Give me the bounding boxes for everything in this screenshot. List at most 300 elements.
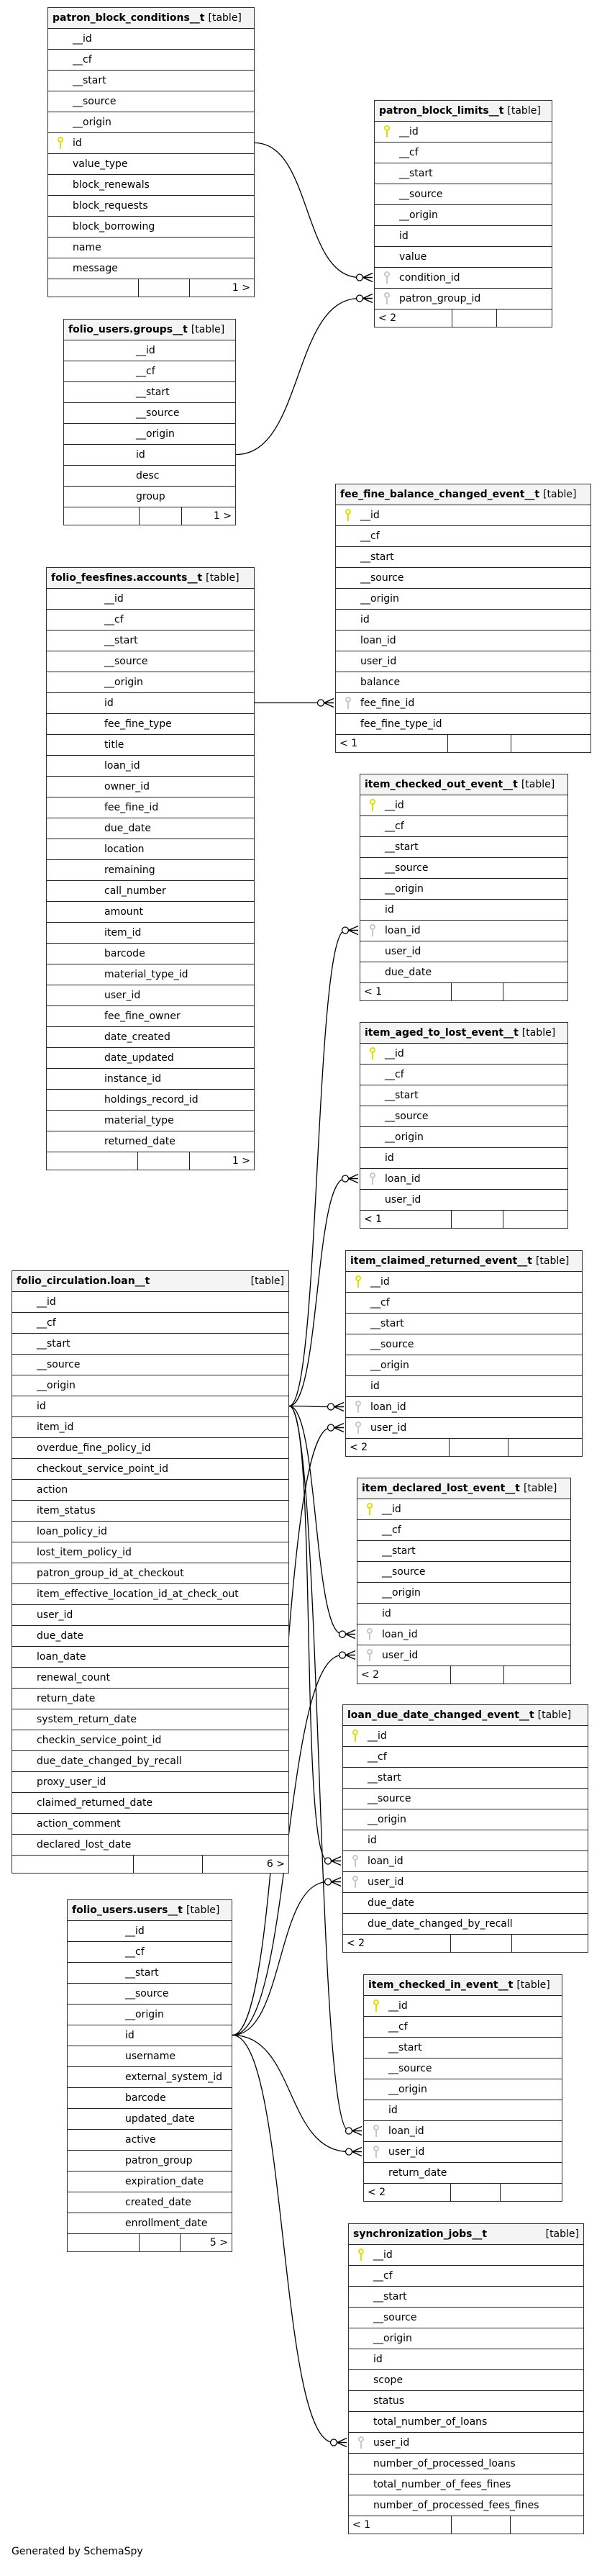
parents-count[interactable]: < 2 (357, 1666, 451, 1684)
children-count[interactable] (508, 1439, 582, 1456)
table-type-label: [table] (537, 1709, 572, 1721)
table-type-label: [table] (191, 324, 225, 335)
column-row[interactable] (343, 1914, 588, 1935)
column-name: loan_id (360, 635, 396, 646)
column-row[interactable] (343, 1830, 588, 1851)
column-name: __start (399, 168, 433, 179)
column-row[interactable] (47, 777, 254, 797)
column-row[interactable] (375, 122, 552, 143)
footer-spacer (452, 1211, 503, 1228)
column-name: remaining (104, 864, 155, 876)
column-row[interactable] (47, 631, 254, 651)
column-name: total_number_of_fees_fines (373, 2479, 511, 2490)
column-row[interactable] (375, 163, 552, 184)
children-count[interactable] (504, 1666, 570, 1684)
column-row[interactable] (336, 505, 590, 526)
column-name: id (382, 1608, 391, 1619)
table-header[interactable] (349, 2224, 583, 2245)
column-row[interactable] (336, 651, 590, 672)
column-row[interactable] (364, 1996, 562, 2017)
column-name: item_id (37, 1422, 74, 1433)
children-count[interactable]: 5 > (209, 2237, 228, 2249)
column-row[interactable] (47, 714, 254, 735)
column-row[interactable] (64, 487, 235, 507)
column-row[interactable] (12, 1751, 288, 1772)
parents-count[interactable] (48, 279, 139, 297)
table-header[interactable] (360, 774, 567, 795)
column-row[interactable] (349, 2475, 583, 2495)
column-row[interactable] (349, 2349, 583, 2370)
column-name: __start (37, 1338, 70, 1350)
column-row[interactable] (336, 526, 590, 547)
column-name: due_date_changed_by_recall (368, 1918, 513, 1930)
column-row[interactable] (346, 1376, 582, 1397)
column-row[interactable] (47, 1131, 254, 1152)
parents-count[interactable]: < 2 (343, 1935, 451, 1952)
column-row[interactable] (375, 289, 552, 309)
column-row[interactable] (47, 818, 254, 839)
column-row[interactable] (68, 1984, 232, 2005)
column-row[interactable] (47, 610, 254, 631)
children-count[interactable]: 1 > (232, 1155, 250, 1167)
column-row[interactable] (357, 1583, 570, 1604)
column-row[interactable] (349, 2328, 583, 2349)
table-item-claimed-returned-event[interactable] (345, 1250, 583, 1457)
column-name: loan_id (388, 2125, 424, 2137)
column-row[interactable] (360, 1085, 567, 1106)
column-name: loan_date (37, 1651, 86, 1663)
column-row[interactable] (343, 1768, 588, 1789)
column-name: __start (385, 1090, 419, 1101)
column-row[interactable] (343, 1893, 588, 1914)
column-row[interactable] (336, 547, 590, 568)
column-row[interactable] (12, 1459, 288, 1480)
column-row[interactable] (48, 154, 254, 175)
column-name: fee_fine_id (360, 697, 415, 709)
column-row[interactable] (360, 858, 567, 879)
column-name: loan_policy_id (37, 1526, 107, 1537)
column-name: user_id (104, 990, 141, 1001)
column-row[interactable] (343, 1747, 588, 1768)
children-count[interactable] (511, 2516, 583, 2534)
table-accounts[interactable] (46, 567, 255, 1170)
column-row[interactable] (64, 466, 235, 487)
column-row[interactable] (68, 1963, 232, 1984)
primary-key-icon (346, 1275, 370, 1288)
column-name: __source (370, 1339, 414, 1350)
column-name: __source (385, 1111, 429, 1122)
column-row[interactable] (47, 735, 254, 756)
table-loan[interactable] (12, 1270, 289, 1874)
column-row[interactable] (349, 2495, 583, 2516)
column-name: __start (370, 1318, 404, 1329)
column-row[interactable] (346, 1293, 582, 1314)
table-patron-block-limits[interactable] (374, 100, 552, 327)
parents-count[interactable]: < 1 (349, 2516, 452, 2534)
column-name: __cf (125, 1946, 145, 1958)
column-row[interactable] (336, 693, 590, 714)
table-patron-block-conditions[interactable] (47, 7, 255, 297)
parents-count[interactable]: < 2 (364, 2184, 451, 2201)
parents-count[interactable] (68, 2234, 140, 2251)
column-row[interactable] (343, 1726, 588, 1747)
column-row[interactable] (12, 1438, 288, 1459)
column-row[interactable] (48, 112, 254, 133)
column-row[interactable] (346, 1272, 582, 1293)
primary-key-icon (336, 509, 360, 522)
column-row[interactable] (47, 756, 254, 777)
crows-foot-marker (334, 1424, 345, 1432)
column-row[interactable] (12, 1835, 288, 1856)
column-row[interactable] (357, 1645, 570, 1666)
column-row[interactable] (68, 2067, 232, 2088)
column-row[interactable] (12, 1584, 288, 1605)
column-row[interactable] (12, 1730, 288, 1751)
column-row[interactable] (47, 902, 254, 923)
column-row[interactable] (68, 2005, 232, 2025)
parents-count[interactable]: < 2 (346, 1439, 450, 1456)
column-row[interactable] (68, 2046, 232, 2067)
column-row[interactable] (68, 2213, 232, 2234)
children-count[interactable]: 1 > (213, 510, 232, 522)
table-name: loan_due_date_changed_event__t (347, 1709, 534, 1721)
children-count[interactable] (503, 1211, 567, 1228)
table-header[interactable] (12, 1271, 288, 1292)
column-name: item_id (104, 927, 142, 939)
column-row[interactable] (357, 1624, 570, 1645)
column-row[interactable] (357, 1562, 570, 1583)
column-row[interactable] (12, 1334, 288, 1355)
column-row[interactable] (12, 1668, 288, 1689)
column-row[interactable] (48, 196, 254, 217)
column-row[interactable] (343, 1809, 588, 1830)
table-name: synchronization_jobs__t (353, 2228, 488, 2240)
column-row[interactable] (336, 610, 590, 631)
column-row[interactable] (360, 816, 567, 837)
column-row[interactable] (364, 2100, 562, 2121)
table-item-checked-in-event[interactable] (363, 1974, 562, 2202)
column-row[interactable] (47, 693, 254, 714)
column-row[interactable] (364, 2142, 562, 2163)
column-row[interactable] (64, 403, 235, 424)
primary-key-icon (360, 799, 385, 812)
column-row[interactable] (336, 568, 590, 589)
column-row[interactable] (349, 2433, 583, 2454)
column-row[interactable] (360, 1148, 567, 1169)
column-row[interactable] (64, 340, 235, 361)
column-name: __id (37, 1296, 56, 1308)
column-name: id (360, 614, 370, 625)
column-row[interactable] (360, 795, 567, 816)
table-type-label: [table] (523, 1483, 557, 1494)
children-count[interactable] (501, 2184, 562, 2201)
column-row[interactable] (349, 2370, 583, 2391)
table-name: fee_fine_balance_changed_event__t (340, 489, 540, 500)
column-name: __source (136, 407, 180, 419)
column-row[interactable] (364, 2058, 562, 2079)
column-row[interactable] (12, 1689, 288, 1709)
column-row[interactable] (47, 1027, 254, 1048)
column-row[interactable] (375, 226, 552, 247)
column-row[interactable] (12, 1396, 288, 1417)
column-row[interactable] (12, 1709, 288, 1730)
parents-count[interactable]: < 2 (375, 309, 452, 327)
table-item-checked-out-event[interactable] (360, 774, 568, 1001)
children-count[interactable]: 6 > (266, 1858, 285, 1870)
table-loan-due-date-changed-event[interactable] (342, 1704, 588, 1953)
column-row[interactable] (47, 944, 254, 964)
column-row[interactable] (12, 1542, 288, 1563)
relationship-line (289, 931, 345, 1406)
column-row[interactable] (346, 1418, 582, 1439)
optional-circle-marker (346, 2148, 352, 2155)
column-row[interactable] (360, 941, 567, 962)
parents-count[interactable]: < 1 (336, 735, 448, 752)
column-row[interactable] (349, 2391, 583, 2412)
column-row[interactable] (47, 923, 254, 944)
column-row[interactable] (360, 1190, 567, 1211)
table-synchronization-jobs[interactable] (348, 2223, 584, 2534)
column-name: instance_id (104, 1073, 162, 1085)
table-users[interactable] (67, 1899, 232, 2252)
column-row[interactable] (47, 1111, 254, 1131)
column-row[interactable] (349, 2454, 583, 2475)
column-row[interactable] (47, 672, 254, 693)
column-row[interactable] (375, 268, 552, 289)
column-row[interactable] (48, 50, 254, 71)
column-row[interactable] (346, 1397, 582, 1418)
column-row[interactable] (360, 921, 567, 941)
primary-key-icon (375, 125, 399, 138)
table-header[interactable] (360, 1023, 567, 1044)
table-groups[interactable] (63, 319, 236, 525)
table-header[interactable] (48, 8, 254, 29)
column-name: __origin (125, 2009, 164, 2020)
table-name: patron_block_conditions__t (53, 12, 205, 24)
column-row[interactable] (357, 1604, 570, 1624)
column-name: __origin (104, 677, 143, 688)
column-row[interactable] (64, 361, 235, 382)
table-item-aged-to-lost-event[interactable] (360, 1022, 568, 1229)
column-name: external_system_id (125, 2071, 222, 2083)
column-row[interactable] (12, 1626, 288, 1647)
table-name: item_checked_in_event__t (368, 1979, 514, 1991)
column-row[interactable] (47, 985, 254, 1006)
column-row[interactable] (375, 247, 552, 268)
table-type-label: [table] (521, 779, 555, 790)
column-row[interactable] (12, 1793, 288, 1814)
table-header[interactable] (375, 101, 552, 122)
column-row[interactable] (68, 2151, 232, 2171)
column-row[interactable] (47, 797, 254, 818)
table-header[interactable] (47, 568, 254, 589)
column-name: __source (382, 1566, 426, 1578)
column-row[interactable] (346, 1314, 582, 1334)
column-row[interactable] (48, 258, 254, 279)
column-name: fee_fine_owner (104, 1011, 181, 1022)
column-row[interactable] (357, 1541, 570, 1562)
column-row[interactable] (360, 1106, 567, 1127)
children-count[interactable]: 1 > (232, 282, 250, 294)
column-name: id (73, 137, 82, 149)
column-row[interactable] (357, 1499, 570, 1520)
column-row[interactable] (68, 2025, 232, 2046)
parents-count[interactable] (64, 507, 140, 525)
column-row[interactable] (364, 2038, 562, 2058)
column-row[interactable] (12, 1814, 288, 1835)
table-header[interactable] (343, 1705, 588, 1726)
column-row[interactable] (360, 962, 567, 983)
column-row[interactable] (68, 2088, 232, 2109)
table-footer (343, 1935, 588, 1952)
column-row[interactable] (336, 589, 590, 610)
column-row[interactable] (364, 2017, 562, 2038)
parents-count[interactable] (47, 1152, 138, 1170)
column-row[interactable] (47, 1090, 254, 1111)
column-row[interactable] (68, 2130, 232, 2151)
column-row[interactable] (12, 1355, 288, 1375)
footer-spacer (452, 983, 503, 1000)
children-count[interactable] (503, 983, 567, 1000)
column-name: loan_id (385, 925, 421, 936)
crows-foot-marker (352, 2127, 362, 2136)
table-name: item_claimed_returned_event__t (350, 1255, 532, 1267)
column-row[interactable] (12, 1647, 288, 1668)
column-name: id (104, 697, 114, 709)
column-row[interactable] (364, 2079, 562, 2100)
column-row[interactable] (47, 651, 254, 672)
column-row[interactable] (68, 1942, 232, 1963)
table-header[interactable] (357, 1478, 570, 1499)
column-row[interactable] (336, 672, 590, 693)
column-row[interactable] (12, 1375, 288, 1396)
column-row[interactable] (12, 1417, 288, 1438)
table-header[interactable] (346, 1251, 582, 1272)
column-row[interactable] (48, 133, 254, 154)
foreign-key-icon (357, 1628, 382, 1641)
column-row[interactable] (349, 2287, 583, 2308)
children-count[interactable] (511, 735, 590, 752)
table-footer (375, 309, 552, 327)
column-row[interactable] (68, 2171, 232, 2192)
column-row[interactable] (12, 1563, 288, 1584)
column-row[interactable] (12, 1522, 288, 1542)
column-row[interactable] (12, 1480, 288, 1501)
column-row[interactable] (12, 1772, 288, 1793)
column-row[interactable] (12, 1313, 288, 1334)
column-row[interactable] (48, 238, 254, 258)
column-row[interactable] (375, 184, 552, 205)
column-row[interactable] (349, 2245, 583, 2266)
column-row[interactable] (48, 217, 254, 238)
column-row[interactable] (47, 1048, 254, 1069)
column-row[interactable] (343, 1851, 588, 1872)
column-row[interactable] (48, 29, 254, 50)
column-row[interactable] (47, 1006, 254, 1027)
column-row[interactable] (364, 2163, 562, 2184)
column-row[interactable] (360, 837, 567, 858)
table-footer (357, 1666, 570, 1684)
table-type-label: [table] (186, 1904, 220, 1916)
column-row[interactable] (346, 1355, 582, 1376)
column-row[interactable] (68, 1921, 232, 1942)
column-name: expiration_date (125, 2176, 204, 2187)
column-row[interactable] (360, 1169, 567, 1190)
column-name: action (37, 1484, 68, 1496)
column-row[interactable] (47, 860, 254, 881)
column-name: __cf (360, 530, 380, 542)
parents-count[interactable]: < 1 (360, 983, 452, 1000)
column-row[interactable] (343, 1789, 588, 1809)
table-header[interactable] (336, 484, 590, 505)
column-row[interactable] (47, 589, 254, 610)
column-row[interactable] (48, 71, 254, 91)
column-row[interactable] (349, 2308, 583, 2328)
column-row[interactable] (47, 1069, 254, 1090)
column-row[interactable] (360, 879, 567, 900)
column-row[interactable] (343, 1872, 588, 1893)
column-name: amount (104, 906, 144, 918)
column-row[interactable] (375, 205, 552, 226)
column-row[interactable] (375, 143, 552, 163)
column-row[interactable] (47, 839, 254, 860)
column-row[interactable] (48, 175, 254, 196)
column-name: fee_fine_type (104, 718, 172, 730)
children-count[interactable] (497, 309, 552, 327)
column-row[interactable] (47, 964, 254, 985)
crows-foot-marker (332, 1878, 342, 1886)
column-row[interactable] (360, 1065, 567, 1085)
parents-count[interactable] (12, 1856, 134, 1873)
column-row[interactable] (364, 2121, 562, 2142)
column-row[interactable] (346, 1334, 582, 1355)
column-name: __origin (136, 428, 175, 440)
column-row[interactable] (12, 1501, 288, 1522)
column-row[interactable] (360, 1044, 567, 1065)
column-row[interactable] (68, 2109, 232, 2130)
column-row[interactable] (336, 714, 590, 735)
column-name: __id (382, 1504, 401, 1515)
column-row[interactable] (47, 881, 254, 902)
column-row[interactable] (349, 2412, 583, 2433)
column-name: enrollment_date (125, 2218, 208, 2229)
table-header[interactable] (364, 1975, 562, 1996)
column-row[interactable] (349, 2266, 583, 2287)
column-row[interactable] (360, 1127, 567, 1148)
column-row[interactable] (64, 382, 235, 403)
children-count[interactable] (512, 1935, 588, 1952)
column-row[interactable] (64, 424, 235, 445)
parents-count[interactable]: < 1 (360, 1211, 452, 1228)
column-row[interactable] (360, 900, 567, 921)
column-row[interactable] (48, 91, 254, 112)
table-item-declared-lost-event[interactable] (357, 1478, 571, 1684)
column-row[interactable] (12, 1605, 288, 1626)
column-row[interactable] (64, 445, 235, 466)
column-row[interactable] (12, 1292, 288, 1313)
table-fee-fine-balance-changed-event[interactable] (335, 484, 591, 753)
table-header[interactable] (64, 320, 235, 340)
column-row[interactable] (357, 1520, 570, 1541)
column-name: __cf (104, 614, 124, 625)
column-name: id (385, 1152, 394, 1164)
relationship-line (236, 299, 360, 455)
column-name: id (385, 904, 394, 916)
table-header[interactable] (68, 1900, 232, 1921)
optional-circle-marker (328, 1424, 334, 1431)
column-row[interactable] (68, 2192, 232, 2213)
column-row[interactable] (336, 631, 590, 651)
